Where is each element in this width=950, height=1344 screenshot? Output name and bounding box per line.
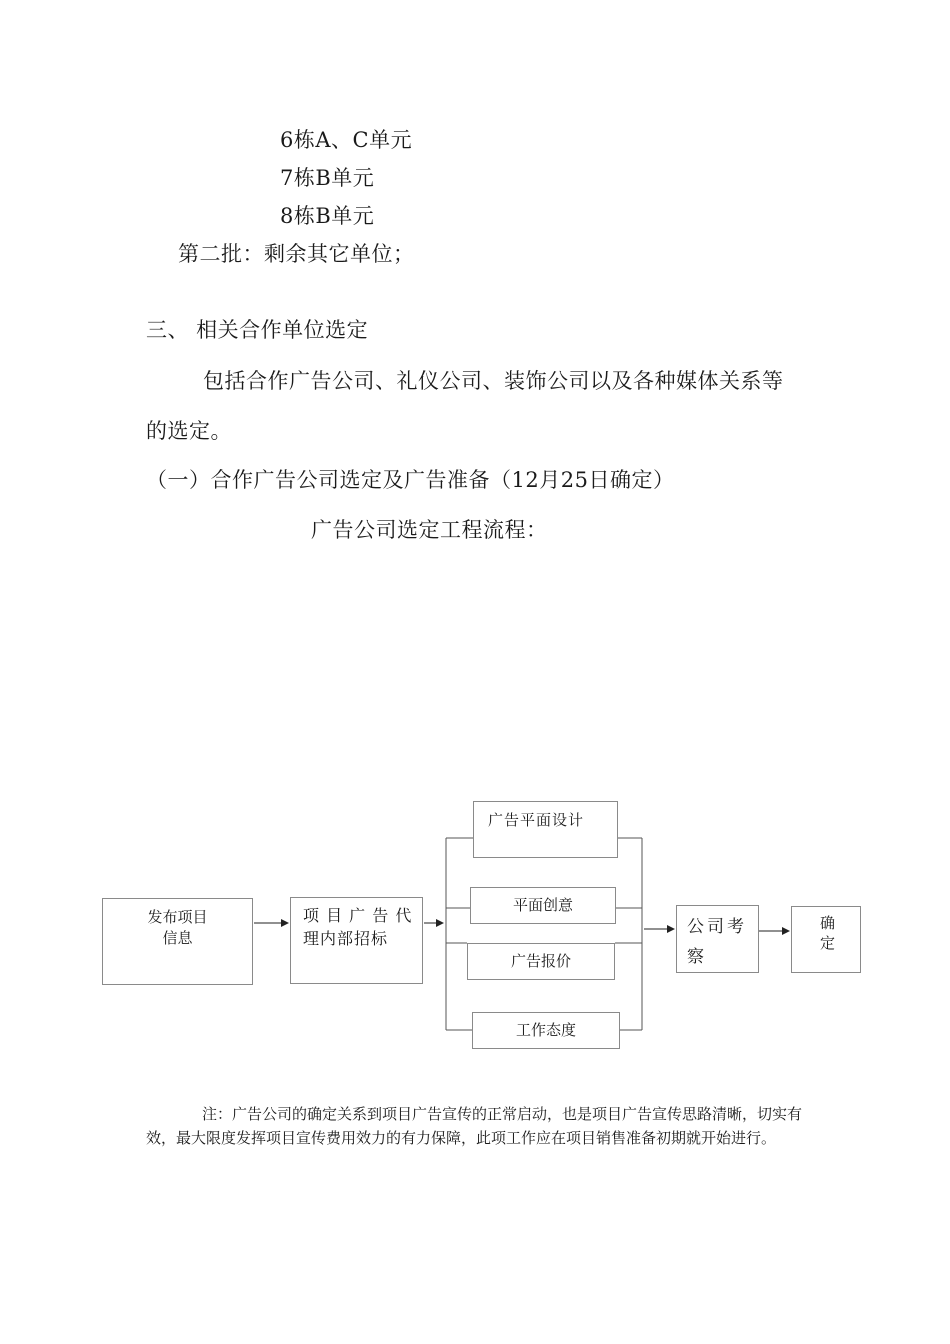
internal-bid-line-1: 项 目 广 告 代 [303, 906, 413, 925]
unit-line-1: 6栋A、C单元 [280, 128, 413, 152]
company-inspection-line-2: 察 [687, 947, 707, 967]
publish-info-line-2: 信息 [162, 929, 193, 947]
section-paragraph-line-1: 包括合作广告公司、礼仪公司、装饰公司以及各种媒体关系等 [203, 369, 784, 393]
unit-line-3: 8栋B单元 [280, 204, 375, 228]
ad-quote-box [467, 943, 615, 980]
unit-line-2: 7栋B单元 [280, 166, 375, 190]
confirm-box [791, 906, 861, 973]
company-inspection-line-1: 公司考 [687, 917, 747, 937]
footnote: 注：广告公司的确定关系到项目广告宣传的正常启动，也是项目广告宣传思路清晰，切实有效，最大限度发挥项目宣传费用效力的有力保障，此项工作应在项目销售准备初期就开始进行。 [146, 1105, 803, 1147]
internal-bid-line-2: 理内部招标 [303, 929, 389, 948]
work-attitude-label: 工作态度 [515, 1021, 576, 1039]
graphic-creative-label: 平面创意 [512, 896, 573, 914]
confirm-line-2: 定 [820, 934, 836, 952]
flow-title: 广告公司选定工程流程： [311, 518, 548, 542]
work-attitude-box [472, 1012, 620, 1049]
company-inspection-box [676, 905, 759, 973]
confirm-line-1: 确 [820, 914, 836, 932]
internal-bid-box [290, 897, 423, 984]
subsection-heading: （一）合作广告公司选定及广告准备（12月25日确定） [146, 468, 675, 492]
section-paragraph-line-2: 的选定。 [146, 419, 232, 443]
ad-quote-label: 广告报价 [510, 952, 571, 970]
publish-info-box [102, 898, 253, 985]
second-batch-line: 第二批：剩余其它单位； [178, 242, 415, 266]
graphic-creative-box [470, 887, 616, 924]
graphic-design-label: 广告平面设计 [488, 811, 585, 829]
publish-info-line-1: 发布项目 [147, 908, 208, 926]
section-heading: 三、 相关合作单位选定 [146, 318, 369, 342]
graphic-design-box [473, 801, 618, 858]
